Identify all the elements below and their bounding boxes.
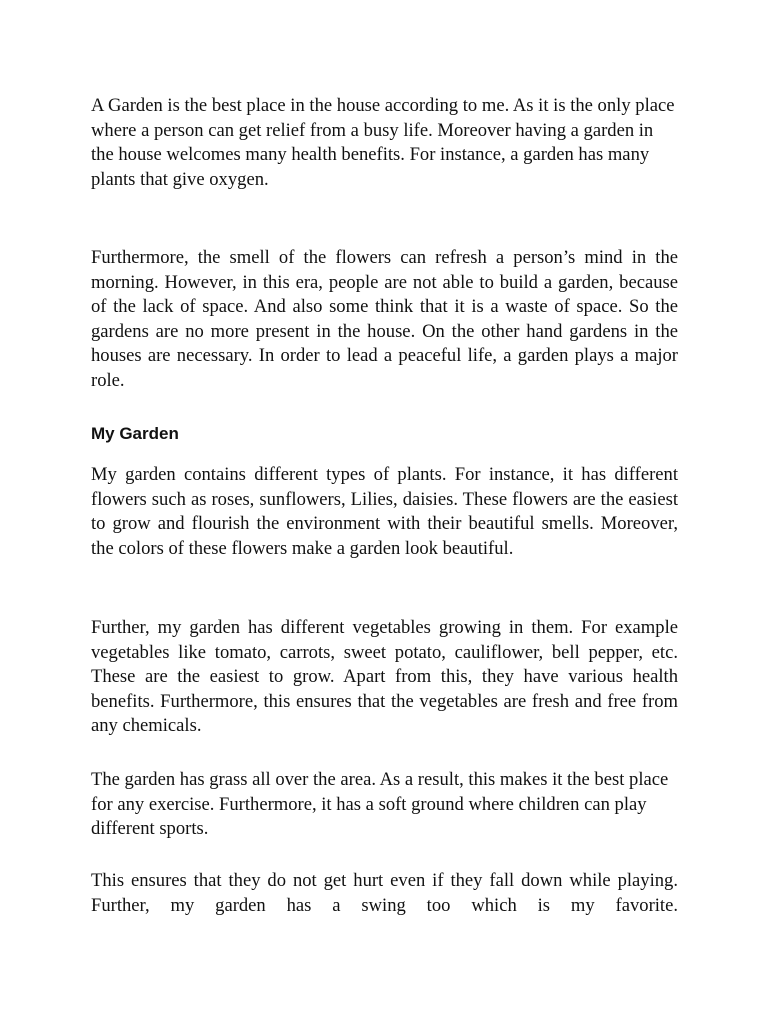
garden-paragraph-swing: This ensures that they do not get hurt even if they fall down while playing. Further, my garden has a swing too which is my favorite. (91, 870, 678, 916)
intro-paragraph-1: A Garden is the best place in the house according to me. As it is the only place where a person can get relief from a busy life. Moreover having a garden in the house welcomes many health benefits. For instance, a garden has many plants that give oxygen. (91, 95, 675, 190)
garden-paragraph-grass: The garden has grass all over the area. As a result, this makes it the best place for any exercise. Furthermore, it has a soft ground where children can play different sports. (91, 769, 669, 840)
section-heading: My Garden (91, 424, 179, 443)
garden-paragraph-flowers: My garden contains different types of plants. For instance, it has different flowers such as roses, sunflowers, Lilies, daisies. These flowers are the easiest to grow and flourish the environment with their beautiful smells. Moreover, the colors of these flowers make a garden look beautiful. (91, 464, 678, 559)
intro-paragraph-2: Furthermore, the smell of the flowers can refresh a person’s mind in the morning. However, in this era, people are not able to build a garden, because of the lack of space. And also some think that it is a waste of space. So the gardens are no more present in the house. On the other hand gardens in the houses are necessary. In order to lead a peaceful life, a garden plays a major role. (91, 247, 678, 391)
garden-paragraph-vegetables: Further, my garden has different vegetables growing in them. For example vegetables like tomato, carrots, sweet potato, cauliflower, bell pepper, etc. These are the easiest to grow. Apart from this, they have various health benefits. Furthermore, this ensures that the vegetables are fresh and free from any chemicals. (91, 617, 678, 737)
